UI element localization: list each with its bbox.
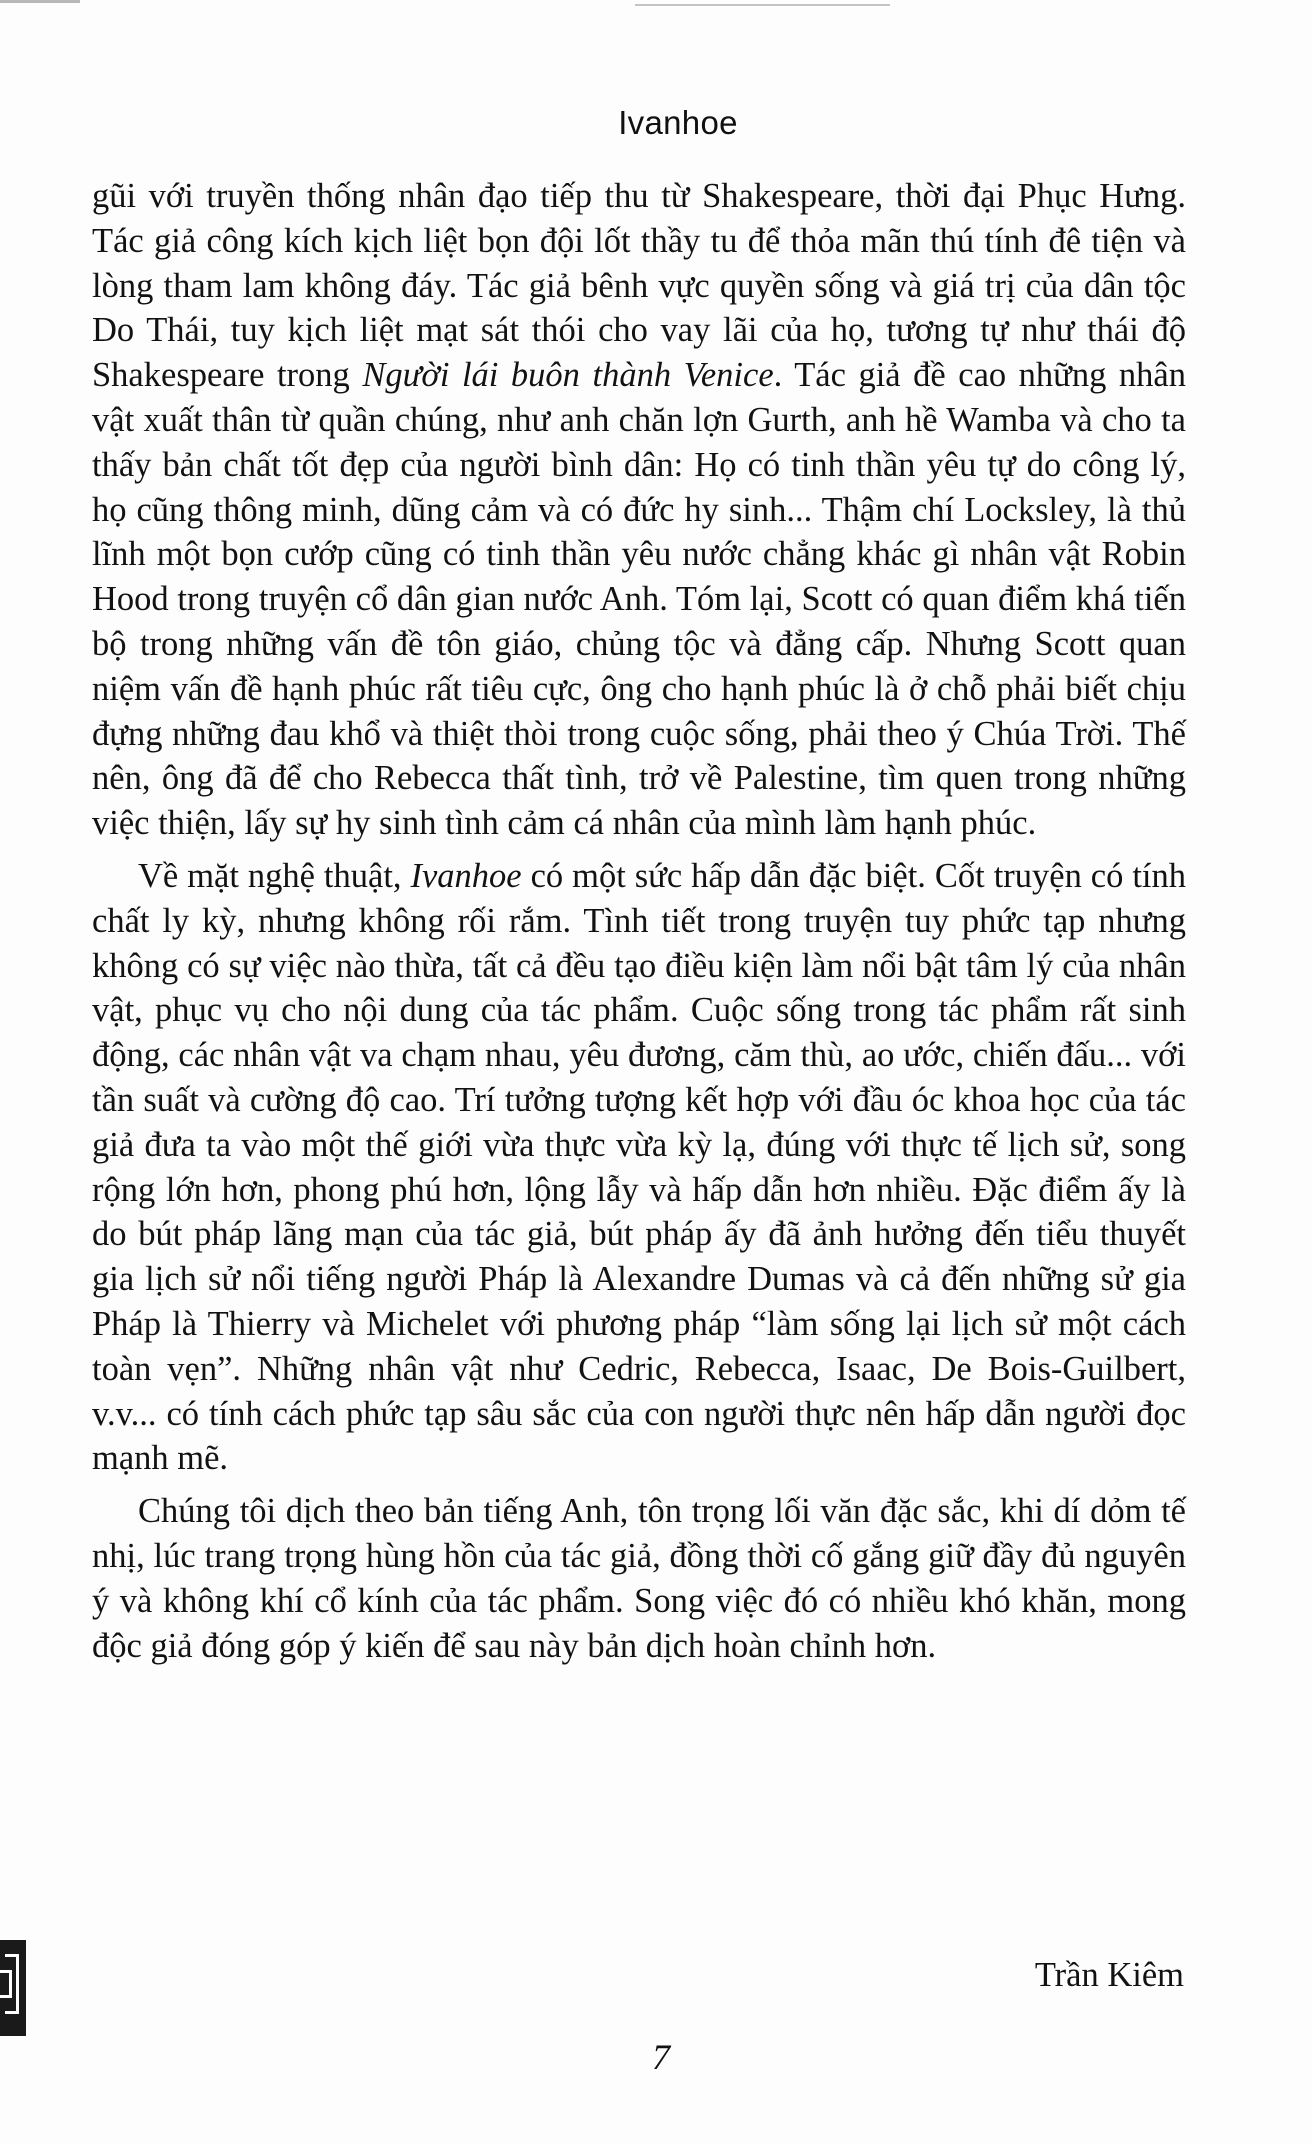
paragraph-2 — [92, 854, 1186, 1481]
page-number — [0, 2036, 1312, 2078]
paragraph-3-text: Chúng tôi dịch theo bản tiếng Anh, tôn trọng lối văn đặc sắc, khi dí dỏm tế nhị, lúc trang trọng hùng hồn của tác giả, đồng thời cố gắng giữ đầy đủ nguyên ý và không khí cổ kính của tác phẩm. Song việc đó có nhiều khó khăn, mong độc giả đóng góp ý kiến để sau này bản dịch hoàn chỉnh hơn. — [92, 1492, 1186, 1665]
ornament-stroke-inner — [0, 1970, 12, 1998]
body-text — [92, 174, 1186, 1668]
page-number-value: 7 — [652, 2037, 670, 2077]
paragraph-2-text-a: Về mặt nghệ thuật, — [138, 856, 411, 895]
running-header — [0, 104, 1312, 142]
top-edge-mark — [0, 0, 80, 3]
paragraph-2-italic-title: Ivanhoe — [410, 856, 522, 895]
paragraph-1-text-a: gũi với truyền thống nhân đạo tiếp thu từ Shakespeare, thời đại Phục Hưng. Tác giả công kích kịch liệt bọn đội lốt thầy tu để thỏa mãn thú tính đê tiện và lòng tham lam không đáy. Tác giả bênh vực quyền sống và giá trị của dân tộc Do Thái, tuy kịch liệt mạt sát thói cho vay lãi của họ, tương tự như thái độ Shakespeare trong — [92, 177, 1186, 395]
paragraph-1-italic-title: Người lái buôn thành Venice — [362, 356, 774, 395]
running-title: Ivanhoe — [618, 104, 738, 141]
chapter-tab-ornament-icon — [0, 1940, 26, 2036]
paragraph-3 — [92, 1489, 1186, 1668]
top-rule — [635, 4, 890, 6]
translator-signature: Trần Kiêm — [1034, 1956, 1184, 1994]
paragraph-1-text-b: . Tác giả đề cao những nhân vật xuất thân từ quần chúng, như anh chăn lợn Gurth, anh hề Wamba và cho ta thấy bản chất tốt đẹp của người bình dân: Họ có tinh thần yêu tự do công lý, họ cũng thông minh, dũng cảm và có đức hy sinh... Thậm chí Locksley, là thủ lĩnh một bọn cướp cũng có tinh thần yêu nước chẳng khác gì nhân vật Robin Hood trong truyện cổ dân gian nước Anh. Tóm lại, Scott có quan điểm khá tiến bộ trong những vấn đề tôn giáo, chủng tộc và đẳng cấp. Nhưng Scott quan niệm vấn đề hạnh phúc rất tiêu cực, ông cho hạnh phúc là ở chỗ phải biết chịu đựng những đau khổ và thiệt thòi trong cuộc sống, phải theo ý Chúa Trời. Thế nên, ông đã để cho Rebecca thất tình, trở về Palestine, tìm quen trong những việc thiện, lấy sự hy sinh tình cảm cá nhân của mình làm hạnh phúc. — [92, 356, 1186, 843]
paragraph-1 — [92, 174, 1186, 846]
paragraph-2-text-b: có một sức hấp dẫn đặc biệt. Cốt truyện có tính chất ly kỳ, nhưng không rối rắm. Tình tiết trong truyện tuy phức tạp nhưng không có sự việc nào thừa, tất cả đều tạo điều kiện làm nổi bật tâm lý của nhân vật, phục vụ cho nội dung của tác phẩm. Cuộc sống trong tác phẩm rất sinh động, các nhân vật va chạm nhau, yêu đương, căm thù, ao ước, chiến đấu... với tần suất và cường độ cao. Trí tưởng tượng kết hợp với đầu óc khoa học của tác giả đưa ta vào một thế giới vừa thực vừa kỳ lạ, đúng với thực tế lịch sử, song rộng lớn hơn, phong phú hơn, lộng lẫy và hấp dẫn hơn nhiều. Đặc điểm ấy là do bút pháp lãng mạn của tác giả, bút pháp ấy đã ảnh hưởng đến tiểu thuyết gia lịch sử nổi tiếng người Pháp là Alexandre Dumas và cả đến những sử gia Pháp là Thierry và Michelet với phương pháp “làm sống lại lịch sử một cách toàn vẹn”. Những nhân vật như Cedric, Rebecca, Isaac, De Bois-Guilbert, v.v... có tính cách phức tạp sâu sắc của con người thực nên hấp dẫn người đọc mạnh mẽ. — [92, 856, 1186, 1478]
